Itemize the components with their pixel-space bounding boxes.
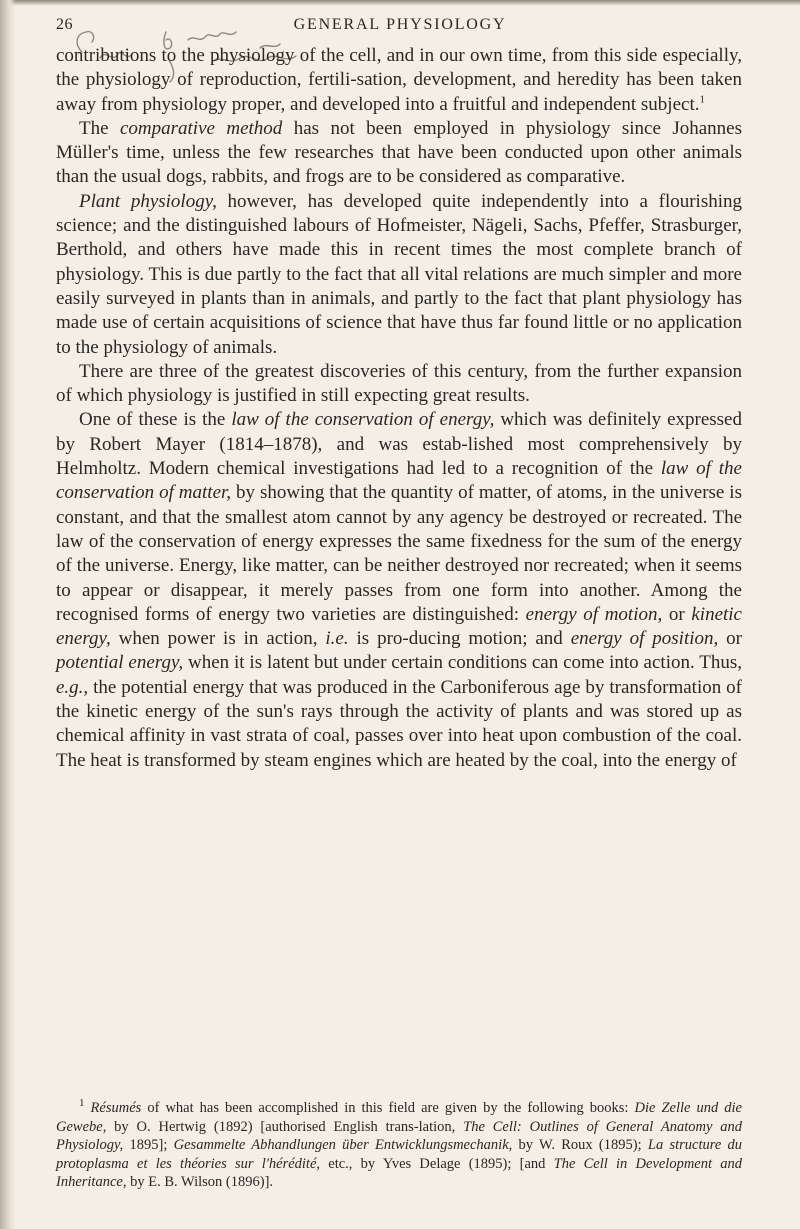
page-number: 26 [56,16,73,33]
paragraph-comparative-method: The comparative method has not been employed in physiology since Johannes Müller's time, unless the few researches that have been conducted upon other animals than the usual dogs, rabbits, and frogs are to be considered as comparative. [56,117,742,188]
page-top-edge [0,0,800,6]
page-binding-shadow [0,0,16,1229]
body-text [56,44,742,773]
paragraph-three-discoveries: There are three of the greatest discoveries of this century, from the further expansion of which physiology is justified in still expecting great results. [56,360,742,407]
running-title: GENERAL PHYSIOLOGY [293,16,507,33]
paragraph-1: contributions to the physiology of the cell, and in our own time, from this side especially, the physiology of reproduction, fertili-sation, development, and heredity has been taken away from physiology proper, and developed into a fruitful and independent subject.$^1$ [56,45,742,115]
footnote-1: $^1$ Résumés of what has been accomplished in this field are given by the following books: Die Zelle und die Gewebe, by O. Hertwig (1892) [authorised English trans-lation, The Cell: Outlines of General Anatomy and Physiology, 1895]; Gesammelte Abhandlungen über Entwicklungsmechanik, by W. Roux (1895); La structure du protoplasma et les théories sur l'hérédité, etc., by Yves Delage (1895); [and The Cell in Development and Inheritance, by E. B. Wilson (1896)]. [56,1097,743,1191]
footnote-marker: 1 [79,1097,85,1110]
paragraph-plant-physiology: Plant physiology, however, has developed quite independently into a flourishing science; and the distinguished labours of Hofmeister, Nägeli, Sachs, Pfeffer, Strasburger, Berthold, and others have made this in recent times the most complete branch of physiology. This is due partly to the fact that all vital relations are much simpler and more easily surveyed in plants than in animals, and partly to the fact that plant physiology has made use of certain acquisitions of science that have thus far found little or no application to the physiology of animals. [56,190,743,358]
footnote-reference: 1 [699,93,705,106]
footnotes [56,1099,742,1192]
paragraph-conservation-of-energy: One of these is the law of the conservation of energy, which was definitely expressed by Robert Mayer (1814–1878), and was estab-lished most comprehensively by Helmholtz. Modern chemical investigations had led to a recognition of the law of the conservation of matter, by showing that the quantity of matter, of atoms, in the universe is constant, and that the smallest atom cannot by any agency be destroyed or recreated. The law of the conservation of energy expresses the same fixedness for the sum of the energy of the universe. Energy, like matter, can be neither destroyed nor recreated; when it seems to appear or disappear, it merely passes from one form into another. Among the recognised forms of energy two varieties are distinguished: energy of motion, or kinetic energy, when power is in action, i.e. is pro-ducing motion; and energy of position, or potential energy, when it is latent but under certain conditions can come into action. Thus, e.g., the potential energy that was produced in the Carboniferous age by transformation of the kinetic energy of the sun's rays through the activity of plants and was stored up as chemical affinity in vast strata of coal, passes over into heat upon combustion of the coal. The heat is transformed by steam engines which are heated by the coal, into the energy of [56,409,743,771]
